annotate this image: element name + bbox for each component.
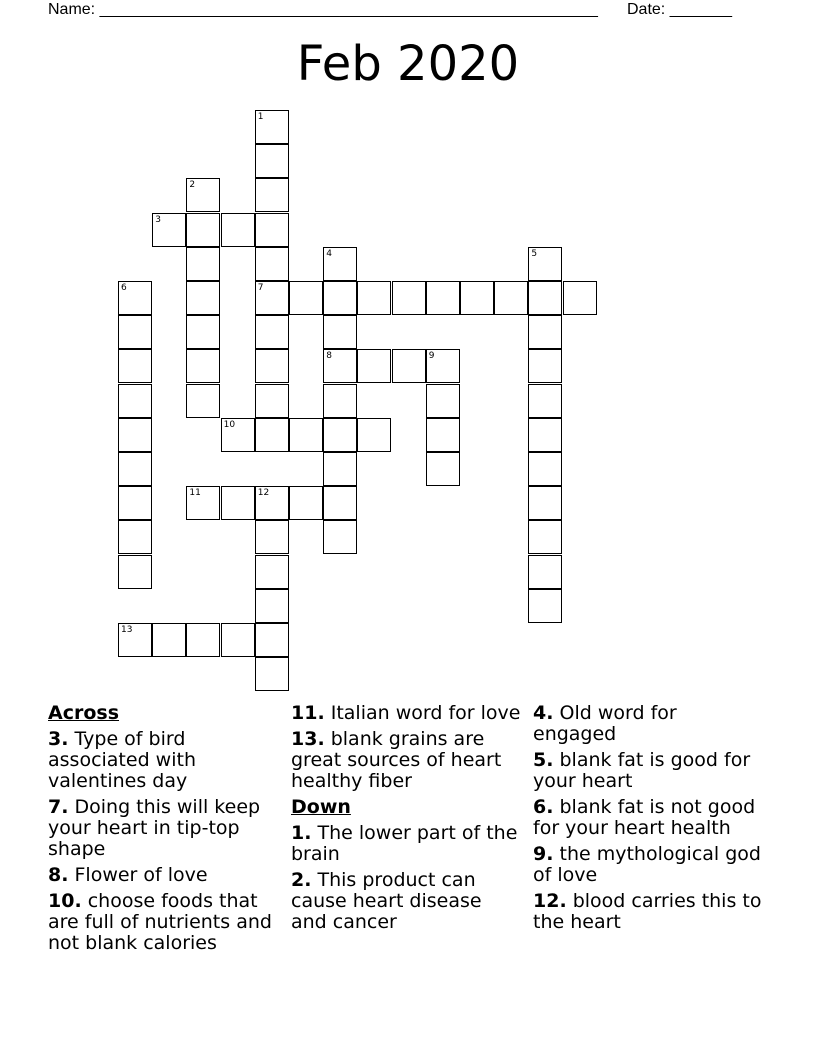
clue-number: 13. [291,728,325,750]
clue-number: 11. [291,702,325,724]
clue-number-label: 9 [428,351,435,362]
grid-cell[interactable] [528,555,562,589]
grid-cell[interactable] [426,281,460,315]
grid-cell[interactable] [118,452,152,486]
grid-cell[interactable] [255,623,289,657]
grid-cell[interactable] [186,486,220,520]
grid-cell[interactable] [118,555,152,589]
grid-cell[interactable] [118,384,152,418]
grid-cell[interactable] [323,247,357,281]
clue-across-11 [291,703,523,724]
clue-number-label: 12 [257,488,270,499]
grid-cell[interactable] [255,349,289,383]
grid-cell[interactable] [186,247,220,281]
grid-cell[interactable] [528,452,562,486]
clue-across-13 [291,729,523,792]
clue-number-label: 6 [121,283,127,293]
clue-number: 1. [291,822,312,844]
clue-number-label: 7 [257,283,264,293]
grid-cell[interactable] [357,349,391,383]
grid-cell[interactable] [221,213,255,247]
grid-cell[interactable] [255,555,289,589]
clue-number: 8. [48,864,69,886]
clue-text: This product can cause heart disease and cancer [291,869,482,933]
clue-down-9 [533,844,765,886]
name-field[interactable]: Name: ________________________________________________________ [48,1,598,18]
grid-cell[interactable] [323,349,357,383]
grid-cell[interactable] [118,520,152,554]
grid-cell[interactable] [186,281,220,315]
clue-text: The lower part of the brain [291,822,518,865]
clue-number: 7. [48,796,69,818]
grid-cell[interactable] [289,281,323,315]
grid-cell[interactable] [528,247,562,281]
clue-across-10 [48,891,280,954]
grid-cell[interactable] [426,418,460,452]
grid-cell[interactable] [255,281,289,315]
grid-cell[interactable] [289,486,323,520]
grid-cell[interactable] [460,281,494,315]
grid-cell[interactable] [255,589,289,623]
clue-down-5 [533,750,765,792]
grid-cell[interactable] [426,349,460,383]
clue-number-label: 13 [121,625,133,635]
grid-cell[interactable] [221,623,255,657]
grid-cell[interactable] [186,213,220,247]
grid-cell[interactable] [221,486,255,520]
clue-column-1 [48,703,280,959]
clue-across-8 [48,865,280,886]
grid-cell[interactable] [255,657,289,691]
grid-cell[interactable] [392,349,426,383]
clue-down-4 [533,703,765,745]
grid-cell[interactable] [255,418,289,452]
clue-text: blood carries this to the heart [533,890,762,933]
clue-across-3 [48,729,280,792]
clue-number-label: 4 [326,248,332,259]
grid-cell[interactable] [426,452,460,486]
clue-number: 6. [533,796,554,818]
grid-cell[interactable] [357,418,391,452]
grid-cell[interactable] [255,384,289,418]
grid-cell[interactable] [186,178,220,212]
grid-cell[interactable] [494,281,528,315]
clue-text: choose foods that are full of nutrients and not blank calories [48,890,272,954]
clue-across-7 [48,797,280,860]
grid-cell[interactable] [118,281,152,315]
page-title: Feb 2020 [296,36,520,92]
grid-cell[interactable] [323,520,357,554]
grid-cell[interactable] [186,384,220,418]
clue-number-label: 2 [189,180,196,191]
grid-cell[interactable] [323,384,357,418]
grid-cell[interactable] [323,418,357,452]
grid-cell[interactable] [528,384,562,418]
clue-text: the mythological god of love [533,843,761,886]
date-field[interactable]: Date: _______ [627,1,732,18]
clue-text: Flower of love [74,864,208,886]
clue-number-label: 1 [257,112,264,122]
grid-cell[interactable] [563,281,597,315]
clue-down-1 [291,823,523,865]
grid-cell[interactable] [528,589,562,623]
clue-number: 9. [533,843,554,865]
clue-column-3 [533,703,765,938]
grid-cell[interactable] [186,315,220,349]
grid-cell[interactable] [528,315,562,349]
grid-cell[interactable] [392,281,426,315]
clue-number: 12. [533,890,567,912]
grid-cell[interactable] [186,349,220,383]
clue-column-2 [291,703,523,938]
clue-text: blank fat is not good for your heart health [533,796,756,839]
grid-cell[interactable] [118,349,152,383]
clue-down-12 [533,891,765,933]
clue-down-6 [533,797,765,839]
grid-cell[interactable] [255,315,289,349]
clue-number: 4. [533,702,554,724]
clue-text: blank grains are great sources of heart healthy fiber [291,728,502,792]
clue-number-label: 10 [223,419,236,430]
across-heading: Across [48,702,120,724]
clue-down-2 [291,870,523,933]
grid-cell[interactable] [152,623,186,657]
grid-cell[interactable] [118,623,152,657]
grid-cell[interactable] [528,520,562,554]
grid-cell[interactable] [152,213,186,247]
clue-text: Type of bird associated with valentines day [48,728,196,792]
clue-number: 5. [533,749,554,771]
clue-number-label: 5 [531,248,538,259]
grid-cell[interactable] [255,144,289,178]
clue-number: 2. [291,869,312,891]
grid-cell[interactable] [426,384,460,418]
grid-cell[interactable] [528,418,562,452]
grid-cell[interactable] [186,623,220,657]
grid-cell[interactable] [323,281,357,315]
grid-cell[interactable] [255,486,289,520]
down-heading: Down [291,796,351,818]
grid-cell[interactable] [323,452,357,486]
clue-number-label: 8 [326,351,332,362]
grid-cell[interactable] [255,110,289,144]
clue-number: 3. [48,728,69,750]
grid-cell[interactable] [323,315,357,349]
grid-cell[interactable] [255,520,289,554]
clue-text: Old word for engaged [533,702,677,745]
clue-number-label: 3 [155,214,161,225]
clue-text: blank fat is good for your heart [533,749,751,792]
clue-text: Doing this will keep your heart in tip-top shape [48,796,261,860]
grid-cell[interactable] [289,418,323,452]
clue-text: Italian word for love [330,702,521,724]
clue-number-label: 11 [189,488,201,499]
grid-cell[interactable] [118,315,152,349]
grid-cell[interactable] [528,349,562,383]
grid-cell[interactable] [221,418,255,452]
grid-cell[interactable] [357,281,391,315]
clue-number: 10. [48,890,82,912]
grid-cell[interactable] [255,213,289,247]
grid-cell[interactable] [118,486,152,520]
grid-cell[interactable] [255,247,289,281]
grid-cell[interactable] [528,486,562,520]
grid-cell[interactable] [528,281,562,315]
grid-cell[interactable] [255,178,289,212]
grid-cell[interactable] [323,486,357,520]
grid-cell[interactable] [118,418,152,452]
